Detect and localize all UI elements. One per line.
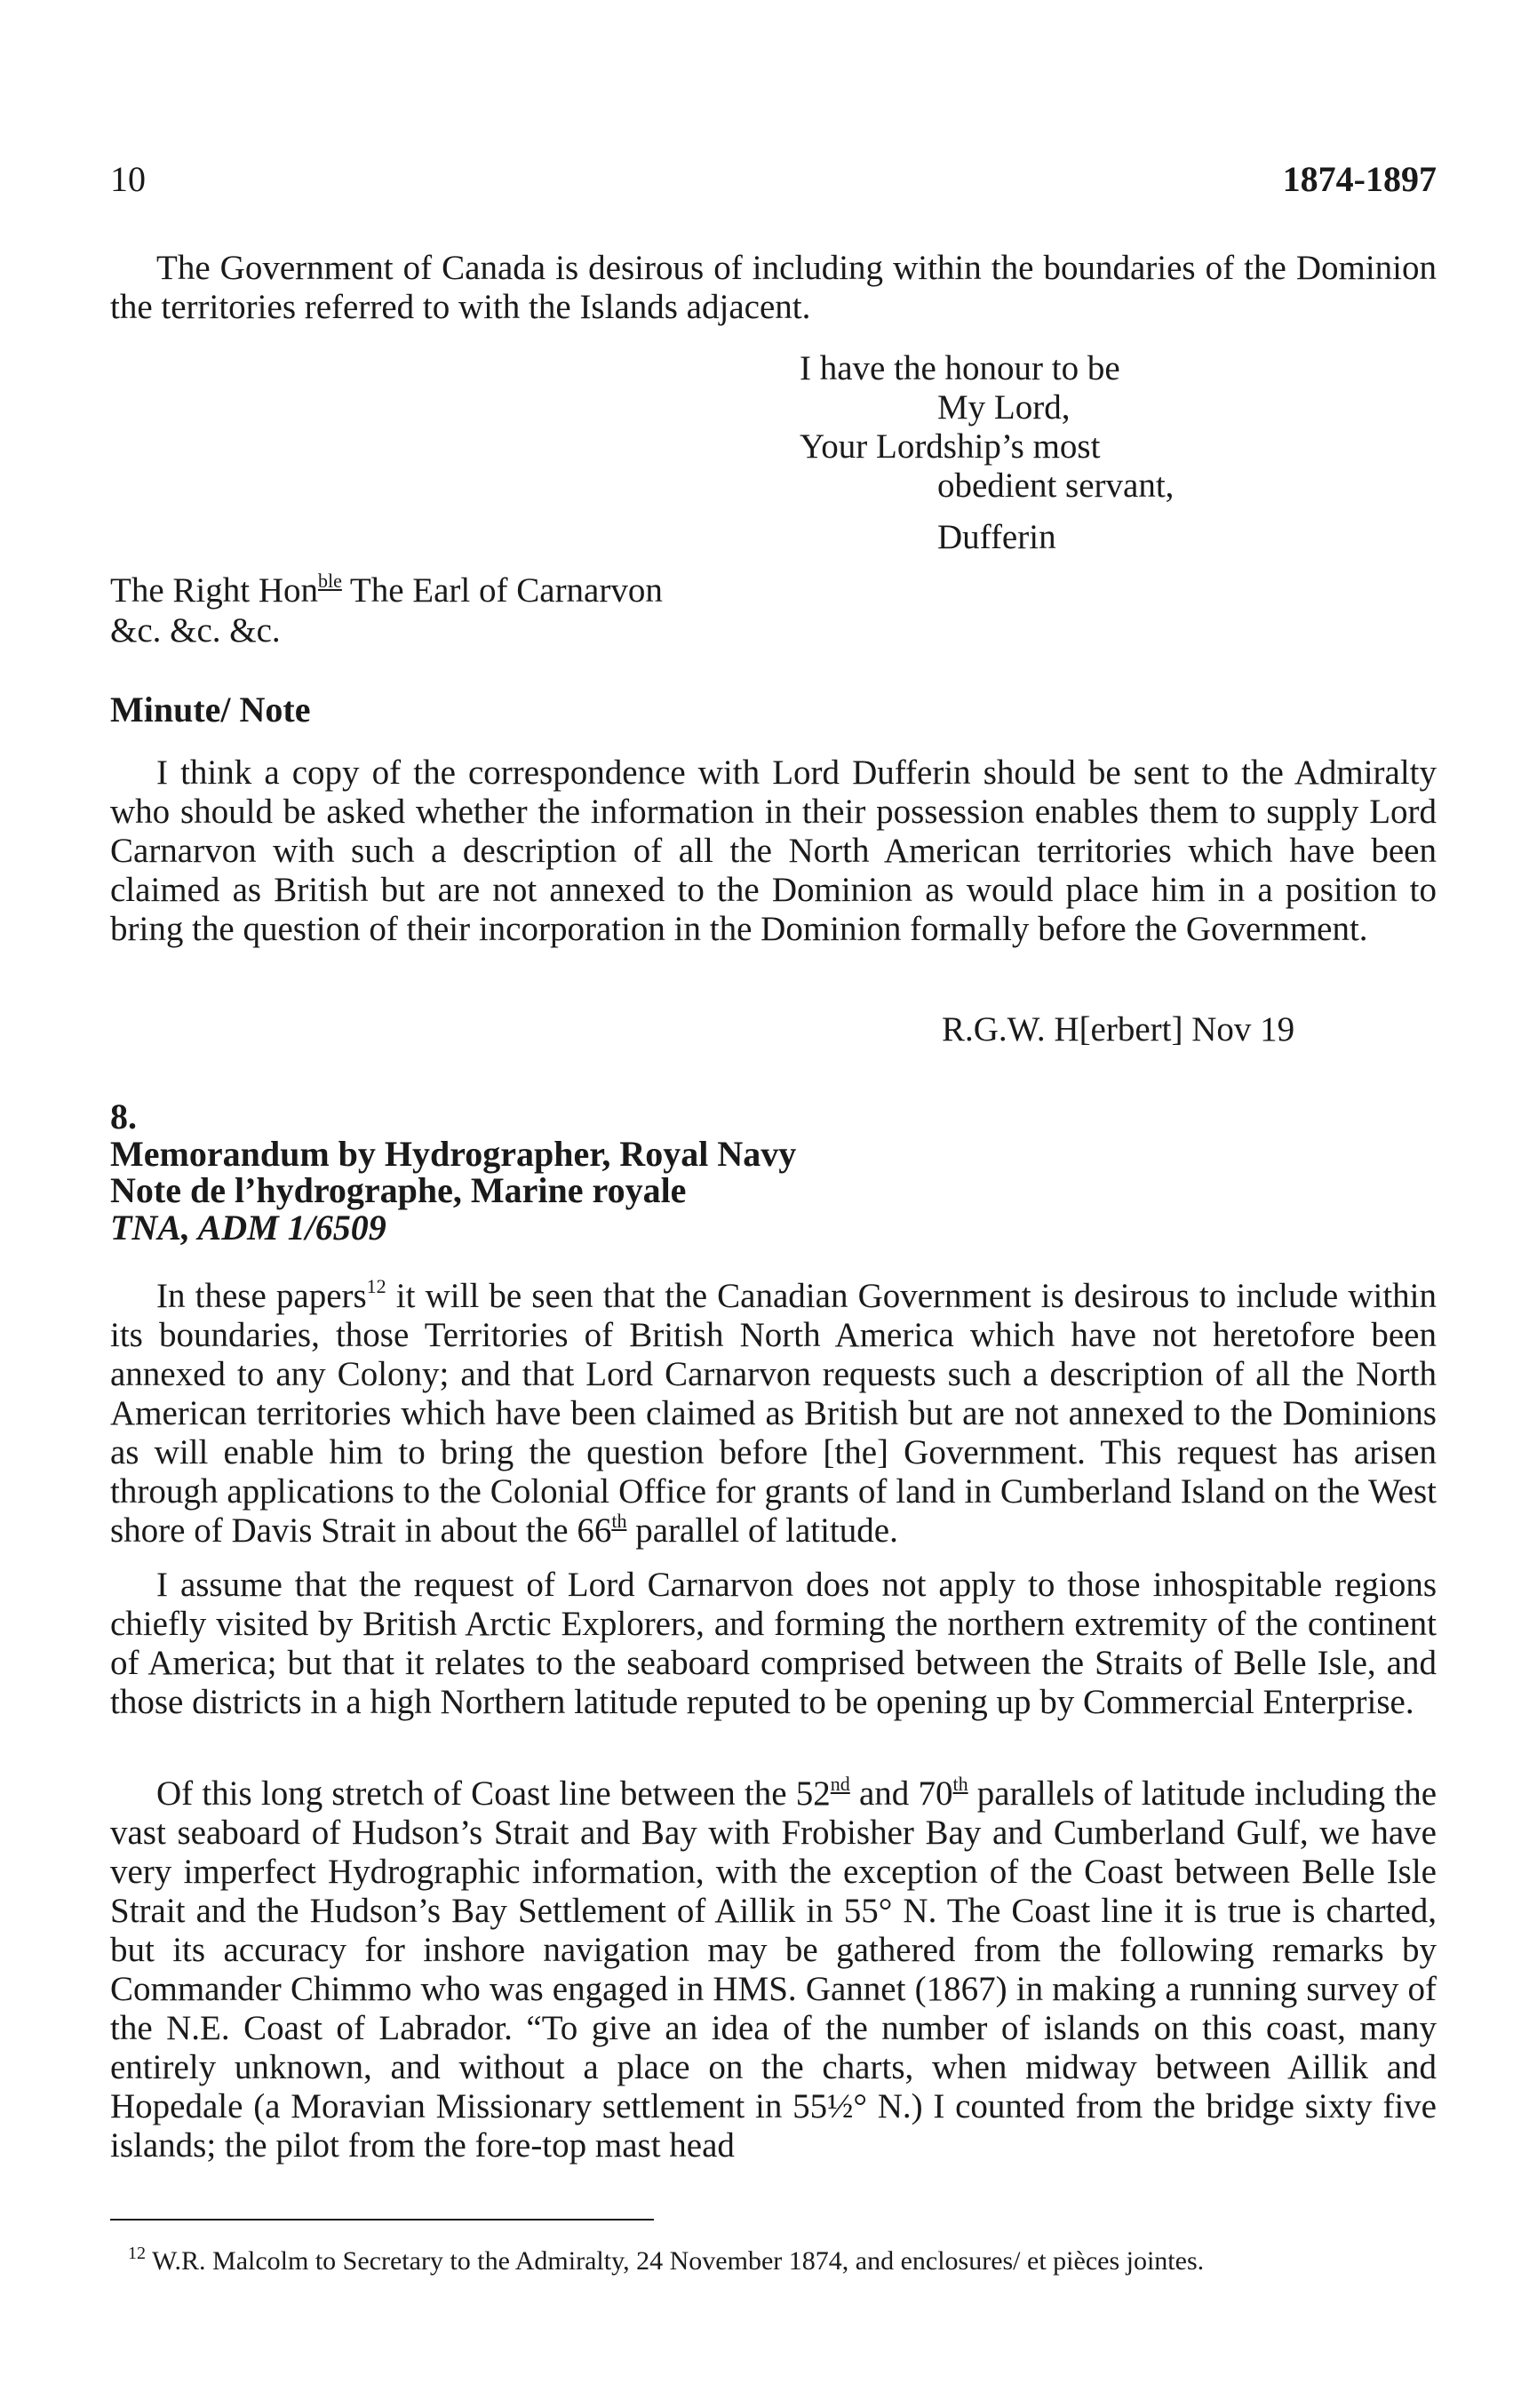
body-paragraph — [110, 1277, 1437, 1551]
addressee — [110, 571, 663, 610]
document-title-french: Note de l’hydrographe, Marine royale — [110, 1170, 687, 1210]
valediction-line: Your Lordship’s most — [800, 427, 1101, 466]
document-source: TNA, ADM 1/6509 — [110, 1208, 386, 1248]
body-paragraph: I assume that the request of Lord Carnarvon does not apply to those inhospitable regions chiefly visited by British Arctic Explorers, and forming the northern extremity of the continent of America; but that it relates to the seaboard comprised between the Straits of Belle Isle, and those districts in a high Northern latitude reputed to be opening up by Commercial Enterprise. — [110, 1566, 1437, 1721]
footnote-divider — [110, 2219, 654, 2221]
footnote — [128, 2245, 1204, 2277]
letter-paragraph: The Government of Canada is desirous of including within the boundaries of the Dominion the territories referred to with the Islands adjacent. — [110, 249, 1437, 326]
footnote-reference: 12 — [366, 1275, 386, 1297]
addressee-prefix: The Right Hon — [110, 571, 318, 610]
document-number: 8. — [110, 1096, 137, 1136]
valediction-line: My Lord, — [937, 388, 1071, 427]
minute-paragraph: I think a copy of the correspondence with Lord Dufferin should be sent to the Admiralty who should be asked whether the information in their possession enables them to supply Lord Carnarvon with such a description of all the North American territories which have been claimed as British but are not annexed to the Dominion as would place him in a position to bring the question of their incorporation in the Dominion formally before the Government. — [110, 753, 1437, 948]
page-number: 10 — [110, 159, 146, 199]
addressee-suffix: The Earl of Carnarvon — [341, 571, 663, 610]
minute-signature: R.G.W. H[erbert] Nov 19 — [942, 1010, 1295, 1049]
letter-signature: Dufferin — [937, 518, 1056, 556]
ordinal-superscript: nd — [830, 1773, 850, 1795]
body-paragraph — [110, 1774, 1437, 2165]
minute-heading: Minute/ Note — [110, 690, 311, 730]
footnote-text: W.R. Malcolm to Secretary to the Admiralty, 24 November 1874, and enclosures/ et pièces jointes. — [146, 2246, 1205, 2276]
addressee-etc: &c. &c. &c. — [110, 611, 281, 650]
valediction-line: obedient servant, — [937, 466, 1175, 505]
text-run: it will be seen that the Canadian Government is desirous to include within its boundaries, those Territories of British North America which have not heretofore been annexed to any Colony; and that Lord Carnarvon requests such a description of all the North American territories which have been claimed as British but are not annexed to the Dominions as will enable him to bring the question before [the] Government. This request has arisen through applications to the Colonial Office for grants of land in Cumberland Island on the West shore of Davis Strait in about the 66 — [110, 1277, 1437, 1550]
footnote-number: 12 — [128, 2244, 146, 2263]
text-run: parallel of latitude. — [626, 1511, 898, 1550]
text-run: Of this long stretch of Coast line between the 52 — [156, 1774, 831, 1813]
valediction-line: I have the honour to be — [800, 349, 1120, 387]
ordinal-superscript: th — [952, 1773, 968, 1795]
ordinal-superscript: th — [611, 1510, 627, 1532]
text-run: and 70 — [849, 1774, 953, 1813]
text-run: parallels of latitude including the vast seaboard of Hudson’s Strait and Bay with Frobisher Bay and Cumberland Gulf, we have very imperfect Hydrographic information, with the exception of the Coast between Belle Isle Strait and the Hudson’s Bay Settlement of Aillik in 55° N. The Coast line it is true is charted, but its accuracy for inshore navigation may be gathered from the following remarks by Commander Chimmo who was engaged in HMS. Gannet (1867) in making a running survey of the N.E. Coast of Labrador. “To give an idea of the number of islands on this coast, many entirely unknown, and without a place on the charts, when midway between Aillik and Hopedale (a Moravian Missionary settlement in 55½° N.) I counted from the bridge sixty five islands; the pilot from the fore-top mast head — [110, 1774, 1437, 2165]
running-header: 1874-1897 — [1282, 159, 1437, 199]
addressee-superscript: ble — [317, 570, 342, 592]
document-title-english: Memorandum by Hydrographer, Royal Navy — [110, 1134, 797, 1174]
text-run: In these papers — [156, 1277, 367, 1315]
